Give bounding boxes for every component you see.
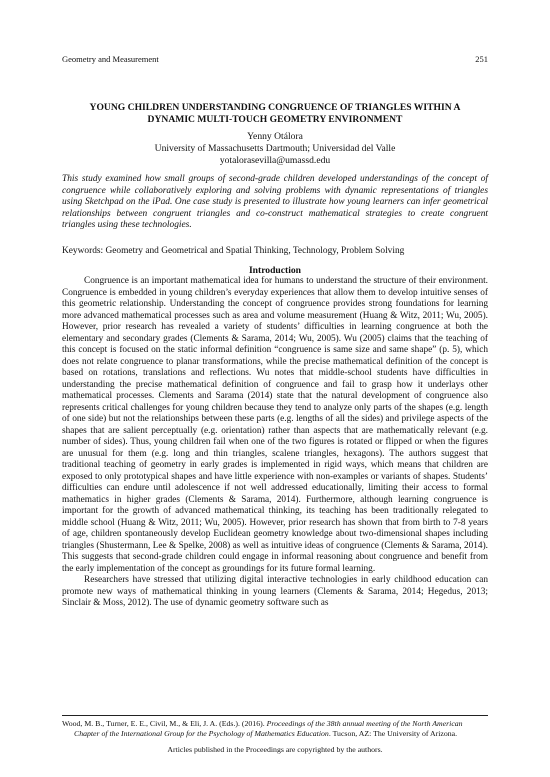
header-section: Geometry and Measurement (62, 54, 159, 64)
paper-title (62, 102, 488, 126)
keywords: Keywords: Geometry and Geometrical and Spatial Thinking, Technology, Problem Solving (62, 246, 405, 256)
footer-copyright: Articles published in the Proceedings are copyrighted by the authors. (167, 745, 383, 754)
section-heading: Introduction (248, 265, 302, 276)
author-name: Yenny Otálora (247, 131, 303, 142)
author-email: yotalorasevilla@umassd.edu (219, 154, 331, 166)
citation-prefix: Wood, M. B., Turner, E. E., Civil, M., & Eli, J. A. (Eds.). (2016). (62, 719, 267, 728)
footer-citation (62, 719, 488, 739)
citation-title: Proceedings of the 38th annual meeting of the North American Chapter of the International Group for the Psychology of Mathematics Education (74, 719, 463, 738)
footer-divider (62, 715, 488, 716)
citation-suffix: . Tucson, AZ: The University of Arizona. (328, 729, 458, 738)
paragraph: Researchers have stressed that utilizing digital interactive technologies in early childhood education can promote new ways of mathematical thinking in young learners (Clements & Sarama, 2014; Hegedus, 2013; Sinclair & Moss, 2012). The use of dynamic geometry software such as (62, 575, 488, 608)
page-number: 251 (475, 54, 488, 64)
author-affiliation: University of Massachusetts Dartmouth; Universidad del Valle (154, 142, 396, 154)
running-header (62, 54, 488, 64)
paragraph: Congruence is an important mathematical idea for humans to understand the structure of their environment. Congruence is embedded in young children’s everyday experiences that allow them to develop intuitive senses of this geometric relationship. Understanding the concept of congruence provides strong foundations for learning more advanced mathematical processes such as area and volume measurement (Huang & Witz, 2011; Wu, 2005). However, prior research has revealed a variety of students’ difficulties in learning congruence at both the elementary and secondary grades (Clements & Sarama, 2014; Wu, 2005). Wu (2005) claims that the teaching of this concept is focused on the static informal definition “congruence is same size and same shape” (p. 5), which does not relate congruence to planar transformations, while the precise mathematical definition of the concept is based on rotations, translations and reflections. Wu notes that middle-school students have difficulties in understanding the precise mathematical definition of congruence and fail to grasp how it underlays other mathematical processes. Clements and Sarama (2014) state that the natural development of congruence also represents critical challenges for young children because they tend to analyze only parts of the shapes (e.g. length of one side) but not the relationships between these parts (e.g. lengths of all the sides) and privilege aspects of the shapes that are salient perceptually (e.g. orientation) rather than aspects that are mathematically relevant (e.g. number of sides). Thus, young children fail when one of the two figures is rotated or flipped or when the figures are unusual for them (e.g. long and thin triangles, scalene triangles, hexagons). The authors suggest that traditional teaching of geometry in early grades is implemented in rigid ways, which means that children are exposed to only prototypical shapes and have little experience with non-examples or variants of shapes. Students’ difficulties can endure until adolescence if not well addressed educationally, limiting their access to formal mathematics in higher grades (Clements & Sarama, 2014). Furthermore, although learning congruence is important for the growth of advanced mathematical thinking, its teaching has been traditionally relegated to middle school (Huang & Witz, 2011; Wu, 2005). However, prior research has shown that from birth to 7-8 years of age, children spontaneously develop Euclidean geometry knowledge about two-dimensional shapes including triangles (Shustermann, Lee & Spelke, 2008) as well as intuitive ideas of congruence (Clements & Sarama, 2014). This suggests that second-grade children could engage in informal reasoning about congruence and benefit from the early implementation of the concept as groundings for its future formal learning. (62, 276, 488, 574)
author-block (62, 131, 488, 166)
body-text (62, 276, 488, 610)
title-line-1: YOUNG CHILDREN UNDERSTANDING CONGRUENCE OF TRIANGLES WITHIN A (89, 102, 461, 113)
abstract: This study examined how small groups of second-grade children developed understandings of the concept of congruence while collaboratively exploring and solving problems with dynamic representations of triangles using Sketchpad on the iPad. One case study is presented to illustrate how young learners can infer geometrical relationships between congruent triangles and co-construct mathematical strategies to create congruent triangles using these technologies. (62, 174, 488, 230)
footer (62, 719, 488, 755)
title-line-2: DYNAMIC MULTI-TOUCH GEOMETRY ENVIRONMENT (147, 114, 403, 125)
